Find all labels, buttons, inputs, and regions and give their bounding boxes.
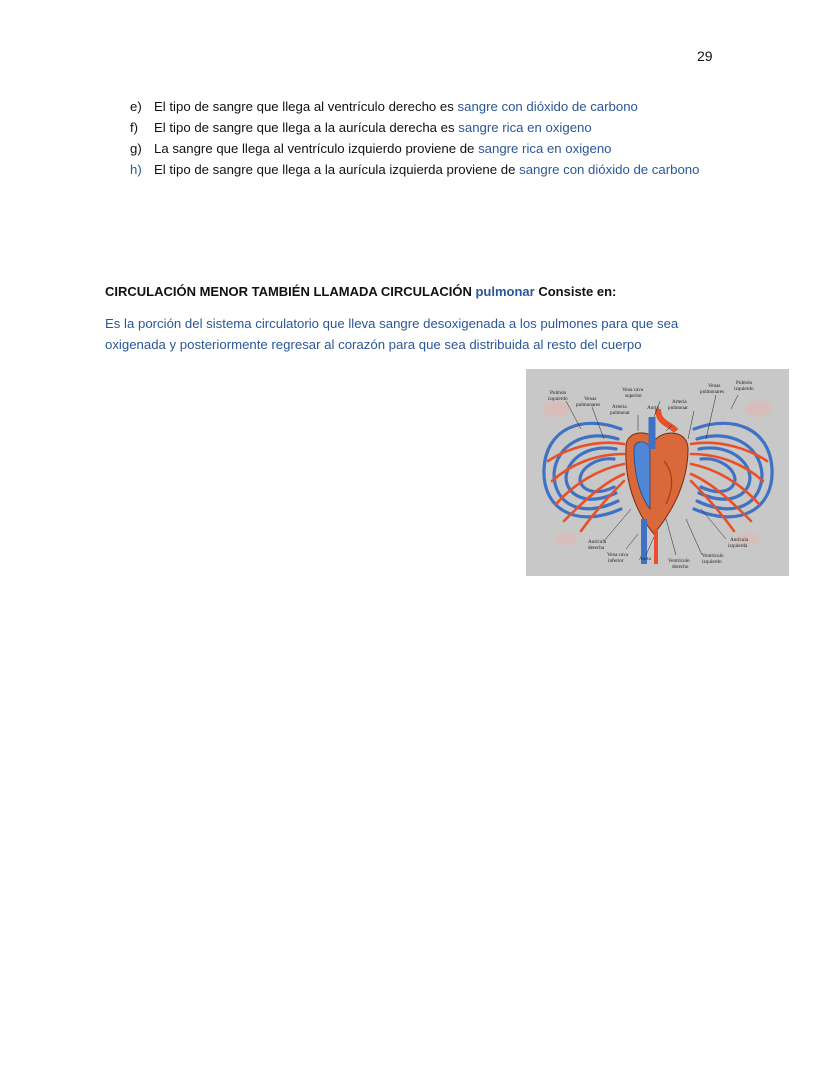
label-ventriculo-derecho: Ventrículo — [668, 558, 690, 564]
label-ventriculo-derecho-2: derecho — [672, 564, 689, 570]
label-pulmon-izquierdo-2: izquierdo — [548, 396, 568, 402]
question-text: El tipo de sangre que llega al ventrículo derecho es — [154, 99, 454, 114]
question-text: El tipo de sangre que llega a la aurícula izquierda proviene de — [154, 162, 516, 177]
section-title-keyword: pulmonar — [475, 284, 535, 299]
section-title-suffix: Consiste en: — [538, 284, 617, 299]
question-item — [130, 96, 699, 117]
label-arteria-pulmonar: Arteria — [612, 404, 627, 410]
section-title-prefix: CIRCULACIÓN MENOR TAMBIÉN LLAMADA CIRCULACIÓN — [105, 284, 472, 299]
label-auricula-derecha: Aurícula — [588, 539, 607, 545]
question-item — [130, 117, 699, 138]
label-aorta-bottom: Aorta — [639, 556, 651, 562]
section-title — [105, 284, 616, 299]
label-auricula-izquierda-2: izquierda — [728, 543, 748, 549]
label-auricula-izquierda: Aurícula — [730, 537, 749, 543]
label-vena-cava-inferior: Vena cava — [607, 552, 629, 558]
page-number: 29 — [697, 48, 713, 64]
section-body: Es la porción del sistema circulatorio que lleva sangre desoxigenada a los pulmones para que sea oxigenada y posteriormente regresar al corazón para que sea distribuida al resto del cuerpo — [105, 316, 679, 352]
label-venas-pulmonares-right-2: pulmonares — [700, 389, 725, 395]
label-vena-cava-superior-2: superior — [625, 393, 642, 399]
label-vena-cava-superior: Vena cava — [622, 387, 644, 393]
question-letter: f) — [130, 120, 139, 135]
label-pulmon-right: Pulmón — [736, 380, 753, 386]
question-letter: e) — [130, 99, 142, 114]
label-pulmon-izquierdo: Pulmón — [550, 390, 567, 396]
label-venas-pulmonares-2: pulmonares — [576, 402, 601, 408]
question-answer: sangre con dióxido de carbono — [519, 162, 700, 177]
label-arteria-pulmonar-right-2: pulmonar — [668, 405, 688, 411]
question-item — [130, 138, 699, 159]
label-pulmon-right-2: izquierdo — [734, 386, 754, 392]
question-list — [130, 96, 699, 180]
label-vena-cava-inferior-2: inferior — [608, 558, 624, 564]
question-answer: sangre rica en oxigeno — [478, 141, 612, 156]
question-text: La sangre que llega al ventrículo izquierdo proviene de — [154, 141, 475, 156]
question-answer: sangre rica en oxigeno — [458, 120, 592, 135]
label-aorta-top: Aorta — [647, 405, 659, 411]
label-arteria-pulmonar-right: Arteria — [672, 399, 687, 405]
pulmonary-circulation-diagram — [526, 369, 789, 576]
question-text: El tipo de sangre que llega a la aurícula derecha es — [154, 120, 455, 135]
question-letter: g) — [130, 141, 142, 156]
label-venas-pulmonares: Venas — [584, 396, 597, 402]
label-arteria-pulmonar-2: pulmonar — [610, 410, 630, 416]
diagram-svg — [526, 369, 789, 576]
heart — [626, 409, 688, 564]
label-ventriculo-izquierdo-2: izquierdo — [702, 559, 722, 565]
question-letter: h) — [130, 162, 142, 177]
label-auricula-derecha-2: derecha — [588, 545, 605, 551]
question-answer: sangre con dióxido de carbono — [457, 99, 638, 114]
label-venas-pulmonares-right: Venas — [708, 383, 721, 389]
question-item — [130, 159, 699, 180]
label-ventriculo-izquierdo: Ventrículo — [702, 553, 724, 559]
